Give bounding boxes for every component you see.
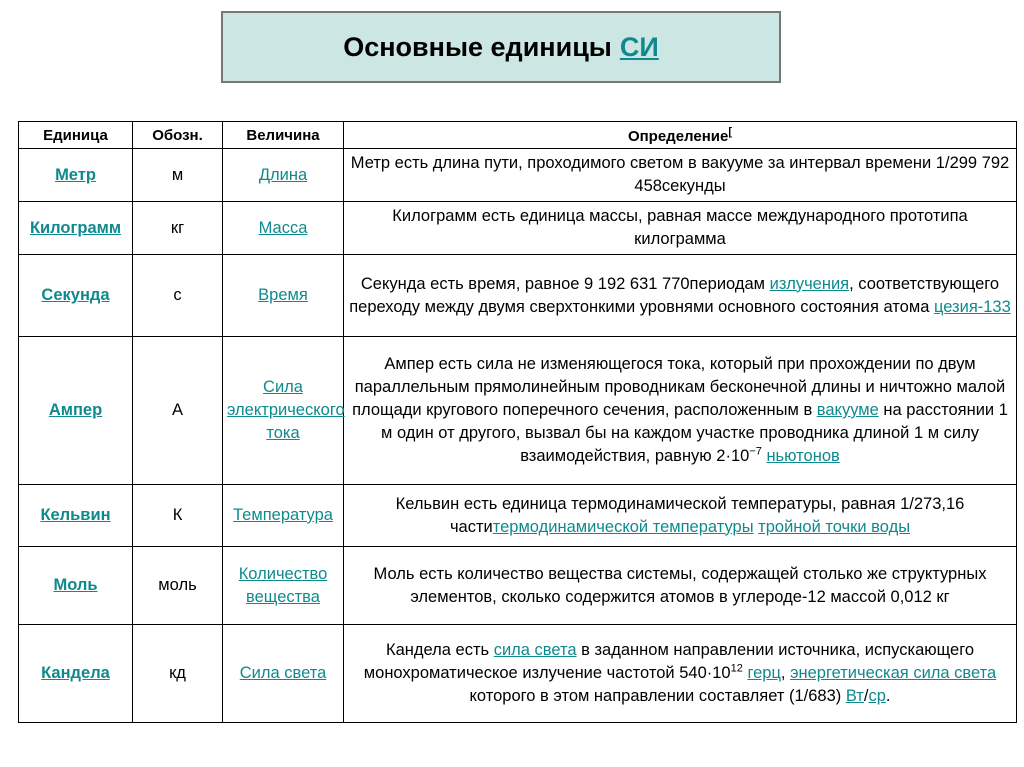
definition-text: Килограмм есть единица массы, равная массе международного прототипа килограмма — [392, 207, 968, 248]
unit-cell — [19, 149, 133, 202]
quantity-link-current[interactable]: Сила электрического тока — [227, 378, 345, 442]
quantity-link-amount[interactable]: Количество вещества — [238, 564, 328, 606]
definition-text: Кандела есть — [385, 641, 494, 659]
link-radiation[interactable]: излучения — [769, 274, 850, 293]
slide-title — [221, 11, 781, 83]
quantity-link-luminous-intensity[interactable]: Сила света — [239, 664, 327, 682]
quantity-cell — [223, 337, 344, 485]
link-newtons[interactable]: ньютонов — [766, 447, 840, 465]
symbol-cell: с — [133, 255, 223, 337]
unit-cell — [19, 485, 133, 547]
table-row-second — [19, 255, 1017, 337]
symbol-cell: А — [133, 337, 223, 485]
header-quantity: Величина — [223, 122, 344, 149]
title-text: Основные единицы — [343, 31, 612, 62]
unit-link-kilogram[interactable]: Килограмм — [29, 218, 122, 237]
definition-cell — [344, 337, 1017, 485]
definition-cell — [344, 547, 1017, 625]
quantity-cell — [223, 149, 344, 202]
table-row-ampere — [19, 337, 1017, 485]
header-definition-note: [ — [728, 125, 733, 138]
definition-text: Метр есть длина пути, проходимого светом в вакууме за интервал времени 1/299 792 458секунды — [350, 154, 1010, 195]
header-definition-text: Определение — [627, 127, 729, 145]
header-symbol: Обозн. — [133, 122, 223, 149]
symbol-cell: кд — [133, 625, 223, 723]
link-thermodynamic-temperature[interactable]: термодинамической температуры — [492, 517, 754, 536]
title-si-link[interactable]: СИ — [619, 31, 659, 62]
exponent: 12 — [730, 662, 743, 675]
definition-cell — [344, 255, 1017, 337]
quantity-cell — [223, 255, 344, 337]
definition-text: на расстоянии 1 м один от другого, вызвал бы на каждом участке проводника длиной 1 м силу взаимодействия, равную 2·10 — [381, 401, 1008, 465]
symbol-cell: моль — [133, 547, 223, 625]
unit-cell — [19, 202, 133, 255]
table-row-kilogram — [19, 202, 1017, 255]
header-unit: Единица — [19, 122, 133, 149]
header-definition — [344, 122, 1017, 149]
unit-link-metre[interactable]: Метр — [55, 165, 96, 184]
table-row-kelvin — [19, 485, 1017, 547]
unit-cell — [19, 625, 133, 723]
quantity-cell — [223, 485, 344, 547]
unit-cell — [19, 255, 133, 337]
symbol-cell: м — [133, 149, 223, 202]
unit-link-ampere[interactable]: Ампер — [48, 401, 103, 419]
symbol-cell: кг — [133, 202, 223, 255]
definition-cell — [344, 485, 1017, 547]
quantity-cell — [223, 202, 344, 255]
unit-cell — [19, 337, 133, 485]
symbol-cell: К — [133, 485, 223, 547]
unit-link-candela[interactable]: Кандела — [41, 664, 110, 682]
unit-link-kelvin[interactable]: Кельвин — [40, 506, 111, 524]
definition-text: Кельвин есть единица термодинамической температуры, равная 1/273,16 части — [395, 494, 965, 536]
quantity-cell — [223, 625, 344, 723]
definition-cell — [344, 149, 1017, 202]
link-radiant-intensity[interactable]: энергетическая сила света — [790, 664, 997, 682]
definition-text: которого в этом направлении составляет (1/683) — [469, 687, 846, 705]
table-row-candela — [19, 625, 1017, 723]
definition-text: Ампер есть сила не изменяющегося тока, который при прохождении по двум параллельным прямолинейным проводникам бесконечной длины и ничтожно малой площади кругового поперечного сечения, расположенным в — [352, 355, 1006, 419]
exponent: −7 — [749, 445, 762, 458]
definition-text: Моль есть количество вещества системы, содержащей столько же структурных элементов, сколько содержится атомов в углероде-12 массой 0,012 кг — [373, 564, 987, 606]
si-units-table — [18, 121, 1017, 723]
unit-cell — [19, 547, 133, 625]
link-triple-point-water[interactable]: тройной точки воды — [758, 517, 911, 536]
table-row-mole — [19, 547, 1017, 625]
link-luminous-intensity[interactable]: сила света — [493, 641, 577, 659]
definition-text: , соответствующего переходу между двумя сверхтонкими уровнями основного состояния атома — [349, 274, 1000, 316]
definition-cell — [344, 202, 1017, 255]
unit-link-mole[interactable]: Моль — [53, 576, 98, 594]
table-row-metre — [19, 149, 1017, 202]
definition-text: Секунда есть время, равное 9 192 631 770периодам — [360, 274, 770, 293]
link-steradian[interactable]: ср — [868, 687, 886, 705]
quantity-cell — [223, 547, 344, 625]
quantity-link-temperature[interactable]: Температура — [233, 506, 333, 524]
link-vacuum[interactable]: вакууме — [816, 401, 879, 419]
quantity-link-time[interactable]: Время — [258, 286, 308, 304]
quantity-link-length[interactable]: Длина — [258, 165, 308, 184]
link-watt[interactable]: Вт — [845, 687, 864, 705]
definition-text: в заданном направлении источника, испускающего монохроматическое излучение частотой 540·10 — [363, 641, 975, 682]
table-header-row — [19, 122, 1017, 149]
definition-cell: Кандела есть сила света в заданном направлении источника, испускающего монохроматическое излучение частотой $540\cdot 10^{12}$ герц, энергетическая сила света которого в этом направлении составляет (1/683) Вт/ср. — [344, 625, 1017, 723]
link-cesium-133[interactable]: цезия-133 — [933, 297, 1011, 316]
link-hertz[interactable]: герц — [747, 664, 781, 682]
unit-link-second[interactable]: Секунда — [41, 286, 110, 304]
quantity-link-mass[interactable]: Масса — [258, 218, 308, 237]
